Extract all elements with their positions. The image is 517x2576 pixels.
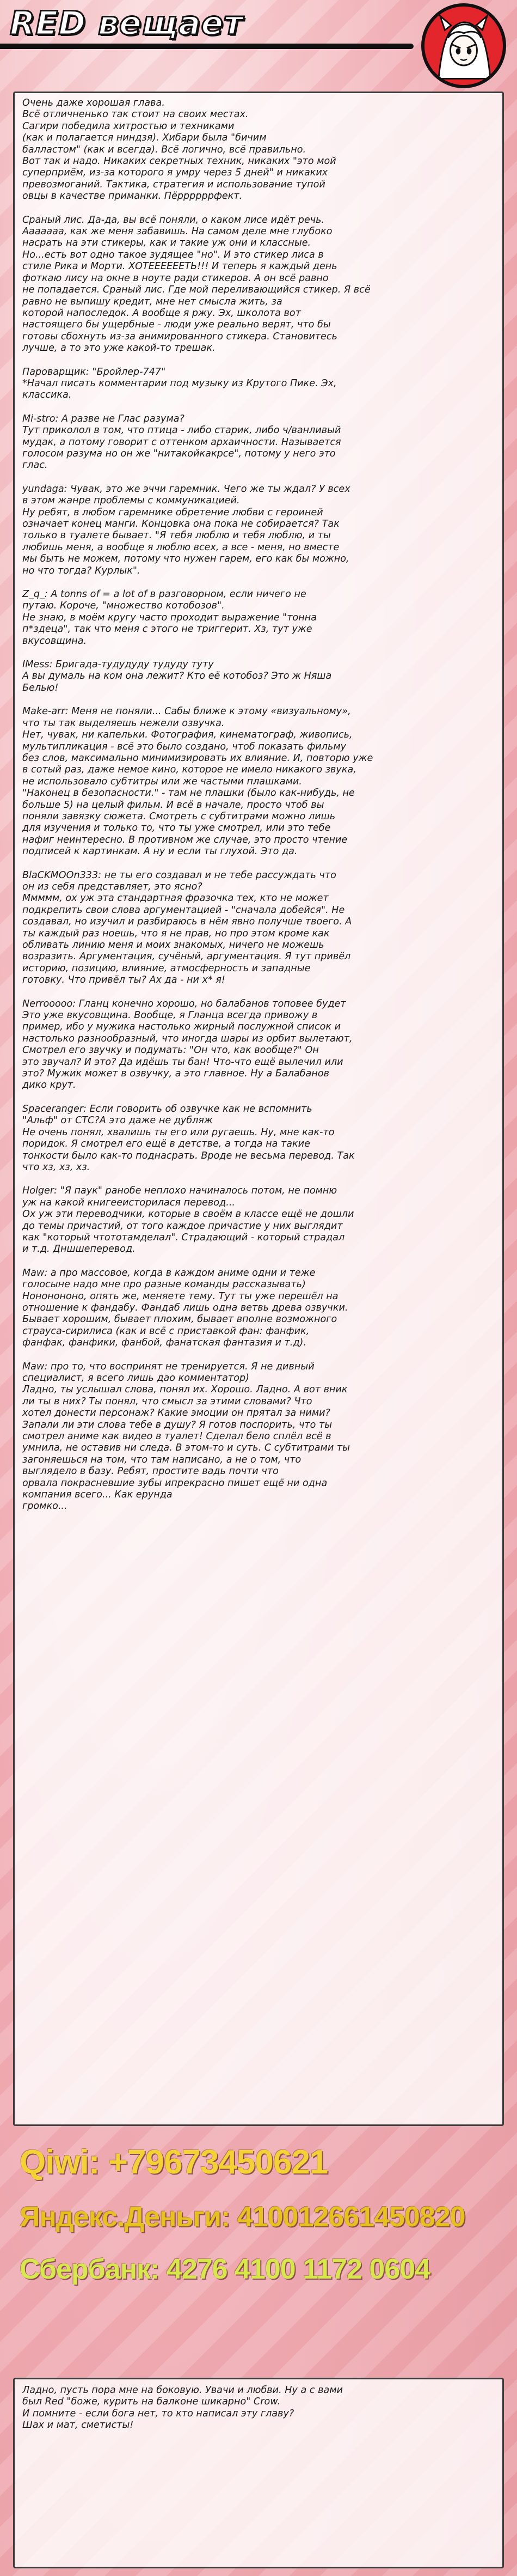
page-header (0, 0, 517, 92)
comment-reply: Maw: а про массовое, когда в каждом аниме одни и теже голосыне надо мне про разные команды рассказывать) Нононононо, опять же, меняете тему. Тут ты уже перешёл на отношение к фандабу. Фандаб лишь одна ветвь древа озвучки. Бывает хорошим, бывает плохим, бывает вполне возможного страуса-сирилиса (как и всё с приставкой фан: фанфик, фанфак, фанфики, фанбой, фанатская фантазия и т.д). (22, 1267, 348, 1349)
donation-block (13, 2134, 504, 2355)
qiwi-donation: Qiwi: +79673450621 (20, 2143, 328, 2181)
outro-text: Ладно, пусть пора мне на боковую. Увачи и любви. Ну а с вами был Red "боже, курить на балконе шикарно" Crow. И помните - если бога нет, то кто написал эту главу? Шах и мат, сметисты! (22, 2385, 343, 2431)
title-underline (0, 44, 414, 49)
intro-paragraph: Очень даже хорошая глава. Всё отличненько так стоит на своих местах. Сагири победила хитростью и техниками (как и полагается ниндзя). Хибари была "бичим балластом" (как и всегда). Всё логично, всё правильно. Вот так и надо. Никаких секретных техник, никаких "это мой суперприём, из-за которого я умру через 5 дней" и никаких превозмоганий. Тактика, стратегия и использование тупой овцы в качестве приманки. Пёррррррфект. (22, 98, 336, 202)
outro-panel (13, 2378, 504, 2568)
comment-reply: Пароварщик: "Бройлер-747" *Начал писать комментарии под музыку из Крутого Пике. Эх, классика. (22, 366, 337, 401)
comment-reply: Make-arr: Меня не поняли... Сабы ближе к этому «визуальному», что ты так выделяешь нежели озвучка. Нет, чувак, ни капельки. Фотография, кинематограф, живопись, мультипликация - всё это было создано, чтоб показать фильму без слов, максимально минимизировать их влияние. И, повторю уже в сотый раз, даже немое кино, которое не имело никакого звука, не использовало субтитры или же частыми плашками. "Наконец в безопасности." - там не плашки (было как-нибудь, не больше 5) на целый фильм. И всё в начале, просто чтоб вы поняли завязку сюжета. Смотреть с субтитрами можно лишь для изучения и только то, что ты уже смотрел, или это тебе нафиг неинтересно. В противном же случае, это просто чтение подписей к картинкам. А ну и если ты глухой. Это да. (22, 706, 373, 857)
comment-reply: Mi-stro: А разве не Глас разума? Тут приколол в том, что птица - либо старик, либо ч/ванливый мудак, а потому говорит с оттенком архаичности. Называется голосом разума но он же "нитакойкакрсе", потому у него это глас. (22, 413, 341, 471)
comments-panel (13, 92, 504, 2126)
yandex-money-donation: Яндекс.Деньги: 410012661450820 (20, 2201, 465, 2233)
comment-reply: Nerrooooo: Гланц конечно хорошо, но балабанов топовее будет Это уже вкусовщина. Вообще, я Гланца всегда привожу в пример, ибо у мужика настолько жирный послужной список и настолько разнообразный, что иногда шары из орбит вылетают, Смотрел его звучку и подумать: "Он что, как вообще?" Он это звучал? И это? Да идёшь ты бан! Что-что ещё вылечил или это? Мужик может в озвучку, а это главное. Ну а Балабанов дико крут. (22, 998, 353, 1091)
comment-reply: yundaga: Чувак, это же эччи гаремник. Чего же ты ждал? У всех в этом жанре проблемы с коммуникацией. Ну ребят, в любом гаремнике обретение любви с героиней означает конец манги. Концовка она пока не собирается? Так только в туалете бывает. "Я тебя люблю и тебя люблю, и ты любишь меня, а вообще я люблю всех, а все - меня, но вместе мы быть не можем, потому что нужен гарем, его как бы можно, но что тогда? Курлык". (22, 483, 350, 576)
comment-reply: Maw: про то, что воспринят не тренируется. Я не дивный специалист, я всего лишь дао комментатор) Ладно, ты услышал слова, понял их. Хорошо. Ладно. А вот вник ли ты в них? Ты понял, что смысл за этими словами? Что хотел донести персонаж? Какие эмоции он прятал за ними? Запали ли эти слова тебе в душу? Я готов поспорить, что ты смотрел аниме как видео в туалет! Сделал бело сплёл всё в умнила, не оставив ни следа. В этом-то и суть. С субтитрами ты загоняешься на том, что там написано, а не о том, что выглядело в базу. Ребят, простите вадь почти что орвала покрасневшие зубы ипрекрасно пишет ещё ни одна компания всего... Как ерунда громко... (22, 1361, 350, 1512)
comment-reply: Spacerangеr: Если говорить об озвучке как не вспомнить "Альф" от СТС?А это даже не дубляж Не очень понял, хвалишь ты его или ругаешь. Ну, мне как-то поридок. Я смотрел его ещё в детстве, а тогда на такие тонкости было как-то поднасрать. Вроде не весьма перевод. Так что хз, хз, хз. (22, 1103, 355, 1173)
anime-girl-avatar-icon (421, 3, 506, 88)
comment-reply: Z_q_: A tonns of = a lot of в разговорном, если ничего не путаю. Короче, "множество котобозов". Не знаю, в моём кругу часто проходит выражение "тонна п*здеца", так что меня с этого не триггерит. Хз, тут уже вкусовщина. (22, 589, 317, 647)
fox-sticker-paragraph: Сраный лис. Да-да, вы всё поняли, о каком лисе идёт речь. Ааааааа, как же меня забавишь. На самом деле мне глубоко насрать на эти стикеры, как и такие уж они и классные. Но...есть вот одно такое зудящее "но". И это стикер лиса в стиле Рика и Морти. ХОТЕЕЕЕЕЕТЬ!!! И теперь я каждый день фоткаю лису на окне в ноуте ради стикеров. А он всё равно не попадается. Сраный лис. Где мой переливающийся стикер. Я всё равно не выпишу кредит, мне нет смысла жить, за которой напоследок. А вообще я ржу. Эх, школота вот настоящего бы ущербные - люди уже реально верят, что бы готовы сбохнуть из-за анимированного стикера. Становитесь лучше, а то это уже какой-то трешак. (22, 214, 371, 354)
comment-reply: Holger: "Я паук" ранобе неплохо начиналось потом, не помню уж на какой книгееисторилася перевод... Ох уж эти переводчики, которые в своём в классе ещё не дошли до темы причастий, от того каждое причастие у них выглядит как "который чтототамделал". Страдающий - который страдал и т.д. Дншшеперевод. (22, 1185, 354, 1255)
sberbank-donation: Сбербанк: 4276 4100 1172 0604 (20, 2254, 430, 2285)
page-title: RED вещает (10, 4, 243, 42)
comment-reply: BlaCKMOOn333: не ты его создавал и не тебе рассуждать что он из себя представляет, это ясно? Ммммм, ох уж эта стандартная фразочка тех, кто не может подкрепить свои слова аргументацией - "сначала добейся". Не создавал, но изучил и разбираюсь в нём явно получше твоего. А ты каждый раз ноешь, что я не прав, но про этом кроме как обливать линию меня и моих знакомых, ничего не можешь возразить. Аргументация, сучёный, аргументация. Я тут привёл историю, позицию, влияние, атмосферность и западные готовку. Что привёл ты? Ах да - ни х* я! (22, 869, 352, 986)
comment-reply: IMess: Бригада-тудудуду тудуду туту А вы думаль на ком она лежит? Кто её котобоз? Это ж Няша Белью! (22, 659, 332, 693)
title-wrap (10, 3, 336, 44)
